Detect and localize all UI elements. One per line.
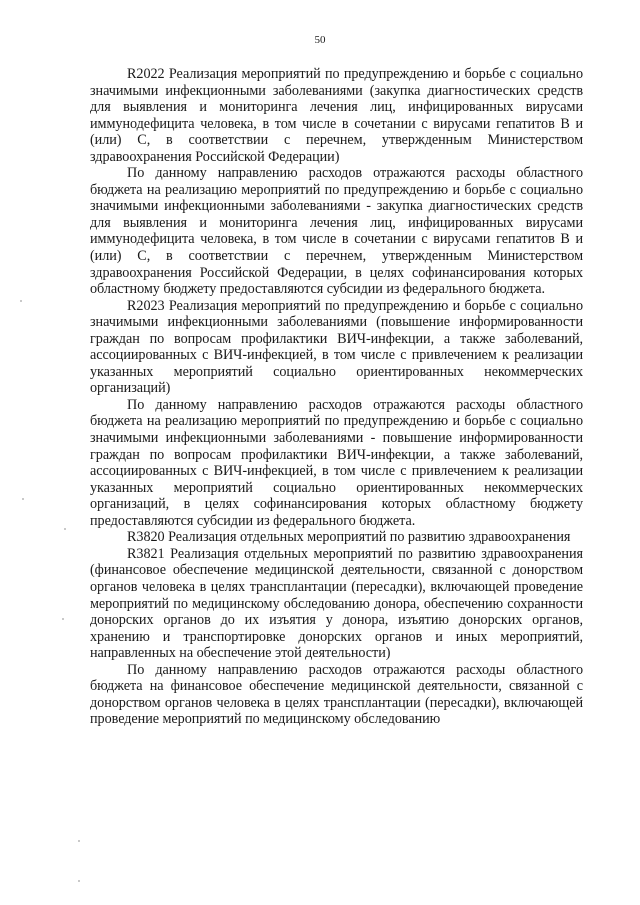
paragraph-r2023-heading: R2023 Реализация мероприятий по предупреждению и борьбе с социально значимыми инфекционными заболеваниями (повышение информированности граждан по вопросам профилактики ВИЧ-инфекции, а также заболеваний, ассоциированных с ВИЧ-инфекцией, в том числе с привлечением к реализации указанных мероприятий социально ориентированных некоммерческих организаций) (90, 297, 583, 397)
document-body (90, 66, 583, 728)
scan-speck (64, 528, 66, 530)
paragraph-r3821-description: По данному направлению расходов отражаются расходы областного бюджета на финансовое обеспечение медицинской деятельности, связанной с донорством органов человека в целях трансплантации (пересадки), включающей проведение мероприятий по медицинскому обследованию (90, 661, 583, 728)
paragraph-r3820-heading: R3820 Реализация отдельных мероприятий по развитию здравоохранения (127, 529, 571, 546)
scan-speck (62, 618, 64, 620)
page-number: 50 (314, 34, 326, 46)
scan-speck (78, 840, 80, 842)
scan-speck (22, 498, 24, 500)
paragraph-r2022-description: По данному направлению расходов отражаются расходы областного бюджета на реализацию мероприятий по предупреждению и борьбе с социально значимыми инфекционными заболеваниями - закупка диагностических средств для выявления и мониторинга лечения лиц, инфицированных вирусами иммунодефицита человека, в том числе в сочетании с вирусами гепатитов В и (или) С, в соответствии с перечнем, утвержденным Министерством здравоохранения Российской Федерации, в целях софинансирования которых областному бюджету предоставляются субсидии из федерального бюджета. (90, 165, 583, 298)
scan-speck (78, 880, 80, 882)
scan-speck (20, 300, 22, 302)
paragraph-r2023-description: По данному направлению расходов отражаются расходы областного бюджета на реализацию мероприятий по предупреждению и борьбе с социально значимыми инфекционными заболеваниями - повышение информированности граждан по вопросам профилактики ВИЧ-инфекции, а также заболеваний, ассоциированных с ВИЧ-инфекцией, в том числе с привлечением к реализации указанных мероприятий социально ориентированных некоммерческих организаций, в целях софинансирования которых областному бюджету предоставляются субсидии из федерального бюджета. (90, 396, 583, 529)
paragraph-r2022-heading: R2022 Реализация мероприятий по предупреждению и борьбе с социально значимыми инфекционными заболеваниями (закупка диагностических средств для выявления и мониторинга лечения лиц, инфицированных вирусами иммунодефицита человека, в том числе в сочетании с вирусами гепатитов В и (или) С, в соответствии с перечнем, утвержденным Министерством здравоохранения Российской Федерации) (90, 66, 583, 165)
paragraph-r3821-heading: R3821 Реализация отдельных мероприятий по развитию здравоохранения (финансовое обеспечение медицинской деятельности, связанной с донорством органов человека в целях трансплантации (пересадки), включающей проведение мероприятий по медицинскому обследованию донора, обеспечению сохранности донорских органов до их изъятия у донора, изъятию донорских органов, хранению и транспортировке донорских органов и иных мероприятий, направленных на обеспечение этой деятельности) (90, 545, 583, 662)
